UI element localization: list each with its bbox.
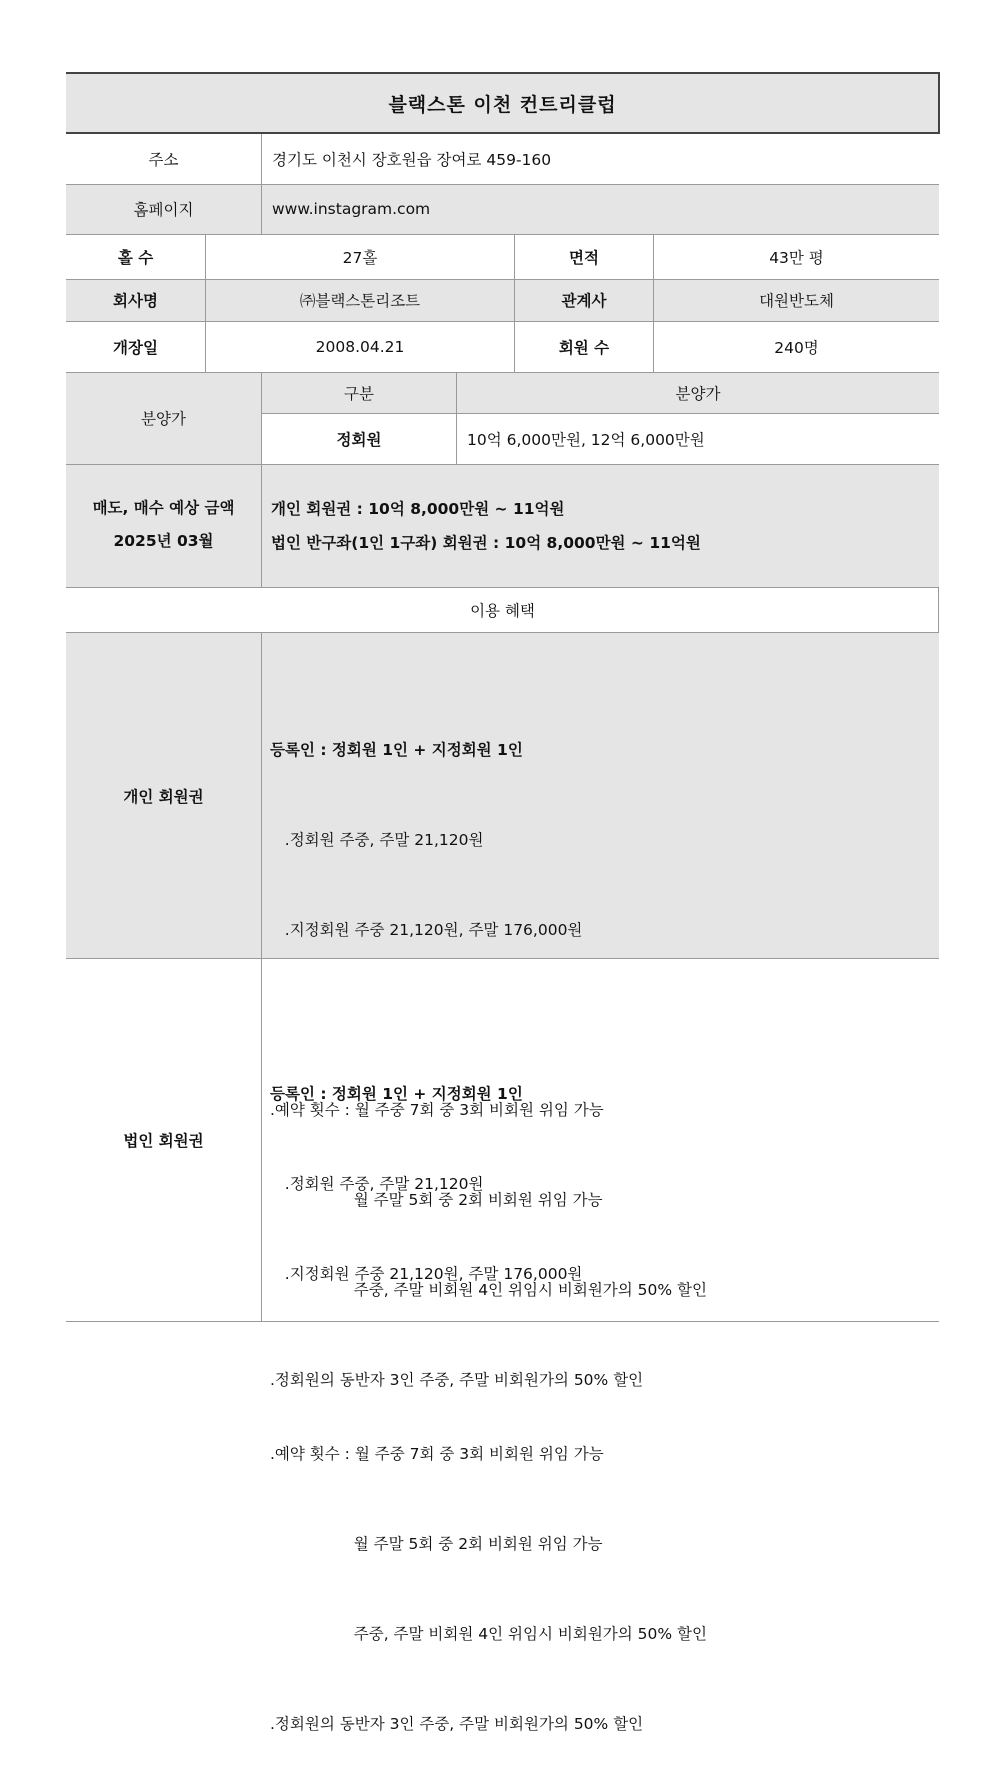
corporate-label: 법인 회원권 — [123, 1132, 204, 1150]
sale-header-category: 구분 — [344, 384, 374, 403]
corporate-line: 월 주말 5회 중 2회 비회원 위임 가능 — [270, 1535, 603, 1553]
opening-value: 2008.04.21 — [315, 337, 405, 356]
area-label: 면적 — [569, 248, 599, 267]
opening-label: 개장일 — [113, 338, 158, 357]
sale-category: 정회원 — [336, 431, 382, 449]
trade-line-personal: 개인 회원권 : 10억 8,000만원 ~ 11억원 — [271, 500, 565, 518]
holes-value: 27홀 — [342, 248, 378, 267]
corporate-line: .예약 횟수 : 월 주중 7회 중 3회 비회원 위임 가능 — [270, 1445, 604, 1463]
affiliate-value: 대원반도체 — [759, 292, 834, 310]
trade-line-corporate: 법인 반구좌(1인 1구좌) 회원권 : 10억 8,000만원 ~ 11억원 — [271, 534, 701, 552]
personal-line: .정회원의 동반자 3인 주중, 주말 비회원가의 50% 할인 — [270, 1371, 644, 1389]
holes-label: 홀 수 — [117, 248, 154, 267]
corporate-line — [270, 1349, 707, 1379]
corporate-line: .정회원의 동반자 3인 주중, 주말 비회원가의 50% 할인 — [270, 1715, 644, 1733]
personal-line: 월 주말 5회 중 2회 비회원 위임 가능 — [270, 1191, 603, 1209]
company-label: 회사명 — [113, 292, 158, 310]
sale-header-price: 분양가 — [675, 384, 721, 403]
corporate-line: .정회원 주중, 주말 21,120원 — [270, 1175, 484, 1193]
sale-price-value: 10억 6,000만원, 12억 6,000만원 — [467, 431, 705, 449]
personal-line: .예약 횟수 : 월 주중 7회 중 3회 비회원 위임 가능 — [270, 1101, 604, 1119]
corporate-line: .지정회원 주중 21,120원, 주말 176,000원 — [270, 1265, 583, 1283]
page-title: 블랙스톤 이천 컨트리클럽 — [388, 93, 617, 116]
benefits-header: 이용 혜택 — [470, 602, 535, 620]
corporate-benefits — [270, 1019, 707, 1769]
personal-line: 주중, 주말 비회원 4인 위임시 비회원가의 50% 할인 — [270, 1281, 708, 1299]
homepage-label: 홈페이지 — [133, 201, 194, 219]
trade-label-date: 2025년 03월 — [113, 532, 214, 550]
members-label: 회원 수 — [558, 338, 610, 357]
sale-price-label: 분양가 — [141, 410, 186, 428]
corporate-line: 주중, 주말 비회원 4인 위임시 비회원가의 50% 할인 — [270, 1625, 708, 1643]
address-label: 주소 — [148, 151, 179, 169]
personal-label: 개인 회원권 — [123, 787, 204, 806]
personal-line: .정회원 주중, 주말 21,120원 — [270, 831, 484, 849]
personal-line: 등록인 : 정회원 1인 + 지정회원 1인 — [270, 741, 523, 759]
trade-label-line1: 매도, 매수 예상 금액 — [92, 499, 235, 517]
address-value: 경기도 이천시 장호원읍 장여로 459-160 — [272, 151, 552, 169]
area-value: 43만 평 — [769, 248, 824, 267]
trade-values — [271, 492, 701, 560]
company-value: ㈜블랙스톤리조트 — [299, 292, 421, 310]
corporate-line: 등록인 : 정회원 1인 + 지정회원 1인 — [270, 1085, 523, 1103]
members-value: 240명 — [774, 338, 819, 357]
homepage-link[interactable]: www.instagram.com — [272, 200, 431, 218]
trade-label — [66, 492, 261, 558]
affiliate-label: 관계사 — [561, 292, 607, 310]
personal-line: .지정회원 주중 21,120원, 주말 176,000원 — [270, 921, 583, 939]
